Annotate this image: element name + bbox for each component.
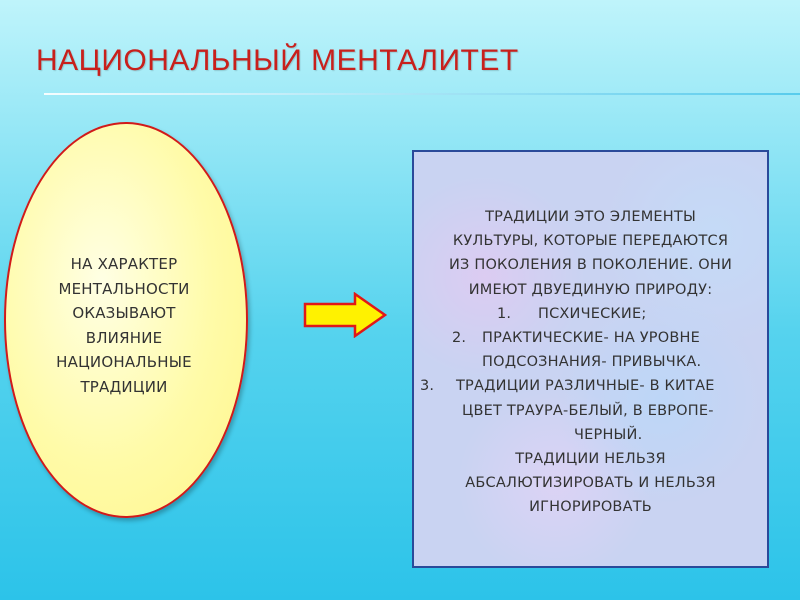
list-item bbox=[412, 302, 769, 326]
oval-line: ОКАЗЫВАЮТ bbox=[72, 304, 176, 322]
intro-line: ТРАДИЦИИ ЭТО ЭЛЕМЕНТЫ bbox=[485, 209, 696, 225]
list-number: 3. bbox=[420, 378, 435, 395]
oval-line: НА ХАРАКТЕР bbox=[70, 255, 178, 273]
list-text: ПСХИЧЕСКИЕ; bbox=[538, 305, 647, 322]
list-item bbox=[412, 326, 769, 374]
slide-title: НАЦИОНАЛЬНЫЙ МЕНТАЛИТЕТ bbox=[36, 44, 519, 77]
list-text: ТРАДИЦИИ РАЗЛИЧНЫЕ- В КИТАЕ bbox=[456, 378, 715, 395]
list-number: 2. bbox=[452, 330, 467, 347]
list-number: 1. bbox=[497, 305, 512, 322]
intro-line: ИЗ ПОКОЛЕНИЯ В ПОКОЛЕНИЕ. ОНИ bbox=[448, 257, 732, 274]
outro-line: ТРАДИЦИИ НЕЛЬЗЯ bbox=[515, 451, 666, 468]
oval-line: НАЦИОНАЛЬНЫЕ bbox=[56, 353, 192, 371]
list-text: ПРАКТИЧЕСКИЕ- НА УРОВНЕ bbox=[482, 330, 700, 347]
outro-line: ИГНОРИРОВАТЬ bbox=[529, 499, 652, 516]
intro-line: ИМЕЮТ ДВУЕДИНУЮ ПРИРОДУ: bbox=[468, 281, 713, 298]
list-item bbox=[412, 374, 769, 447]
oval-text bbox=[20, 252, 228, 399]
oval-line: МЕНТАЛЬНОСТИ bbox=[58, 279, 190, 298]
intro-line: КУЛЬТУРЫ, КОТОРЫЕ ПЕРЕДАЮТСЯ bbox=[452, 233, 729, 250]
list-text: ПОДСОЗНАНИЯ- ПРИВЫЧКА. bbox=[482, 354, 702, 371]
outro-line: АБСАЛЮТИЗИРОВАТЬ И НЕЛЬЗЯ bbox=[465, 475, 716, 492]
box-text bbox=[412, 205, 769, 520]
oval-line: ТРАДИЦИИ bbox=[80, 377, 168, 396]
right-arrow-icon bbox=[303, 292, 387, 338]
title-divider bbox=[44, 93, 800, 95]
oval-line: ВЛИЯНИЕ bbox=[85, 328, 163, 347]
list-text: ЧЕРНЫЙ. bbox=[574, 426, 643, 443]
list-text: ЦВЕТ ТРАУРА-БЕЛЫЙ, В ЕВРОПЕ- bbox=[462, 402, 714, 419]
